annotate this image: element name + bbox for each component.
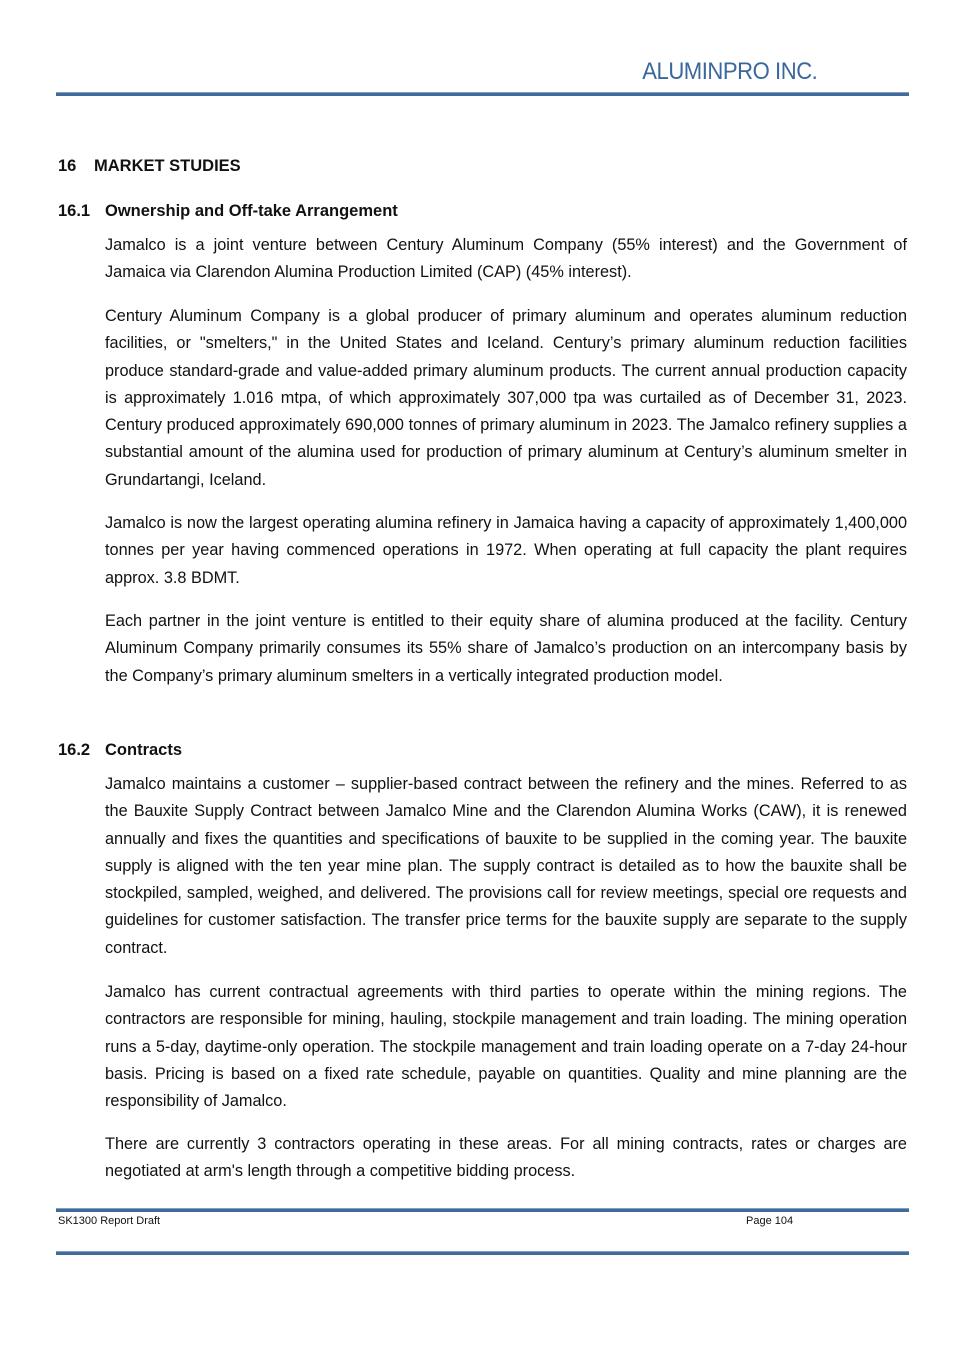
paragraph: Jamalco has current contractual agreements with third parties to operate within the mining regions. The contractors are responsible for mining, hauling, stockpile management and train loading. The mining operation runs a 5-day, daytime-only operation. The stockpile management and train loading operate on a 7-day 24-hour basis. Pricing is based on a fixed rate schedule, payable on quantities. Quality and mine planning are the responsibility of Jamalco. [105, 983, 907, 1111]
footer-document-name: SK1300 Report Draft [58, 1215, 161, 1227]
paragraph: Century Aluminum Company is a global producer of primary aluminum and operates aluminum reduction facilities, or "smelters," in the United States and Iceland. Century’s primary aluminum reduction facilities produce standard-grade and value-added primary aluminum products. The current annual production capacity is approximately 1.016 mtpa, of which approximately 307,000 tpa was curtailed as of December 31, 2023. Century produced approximately 690,000 tonnes of primary aluminum in 2023. The Jamalco refinery supplies a substantial amount of the alumina used for production of primary aluminum at Century’s aluminum smelter in Grundartangi, Iceland. [105, 307, 907, 489]
subsection-number: 16.2 [58, 741, 91, 759]
paragraph: There are currently 3 contractors operating in these areas. For all mining contracts, rates or charges are negotiated at arm's length through a competitive bidding process. [105, 1135, 907, 1181]
subsection-heading-16-2 [58, 741, 182, 760]
company-name: ALUMINPRO INC. [641, 58, 817, 85]
paragraph: Jamalco is now the largest operating alumina refinery in Jamaica having a capacity of approximately 1,400,000 tonnes per year having commenced operations in 1972. When operating at full capacity the plant requires approx. 3.8 BDMT. [105, 514, 907, 587]
footer-bottom-rule [56, 1251, 909, 1255]
section-title: MARKET STUDIES [94, 157, 241, 175]
header-rule [56, 92, 909, 96]
footer-top-rule [56, 1208, 909, 1212]
paragraph: Jamalco is a joint venture between Century Aluminum Company (55% interest) and the Government of Jamaica via Clarendon Alumina Production Limited (CAP) (45% interest). [105, 236, 907, 282]
subsection-heading-16-1 [58, 202, 398, 221]
subsection-number: 16.1 [58, 202, 91, 220]
subsection-title: Ownership and Off-take Arrangement [105, 202, 398, 220]
subsection-title: Contracts [105, 741, 183, 759]
footer-page-number: Page 104 [746, 1215, 794, 1227]
section-heading [58, 157, 241, 176]
paragraph: Each partner in the joint venture is entitled to their equity share of alumina produced at the facility. Century Aluminum Company primarily consumes its 55% share of Jamalco’s production on an intercompany basis by the Company’s primary aluminum smelters in a vertically integrated production model. [105, 612, 907, 685]
paragraph: Jamalco maintains a customer – supplier-based contract between the refinery and the mines. Referred to as the Bauxite Supply Contract between Jamalco Mine and the Clarendon Alumina Works (CAW), it is renewed annually and fixes the quantities and specifications of bauxite to be supplied in the coming year. The bauxite supply is aligned with the ten year mine plan. The supply contract is detailed as to how the bauxite shall be stockpiled, sampled, weighed, and delivered. The provisions call for review meetings, special ore requests and guidelines for customer satisfaction. The transfer price terms for the bauxite supply are separate to the supply contract. [105, 775, 907, 957]
section-number: 16 [58, 157, 77, 175]
